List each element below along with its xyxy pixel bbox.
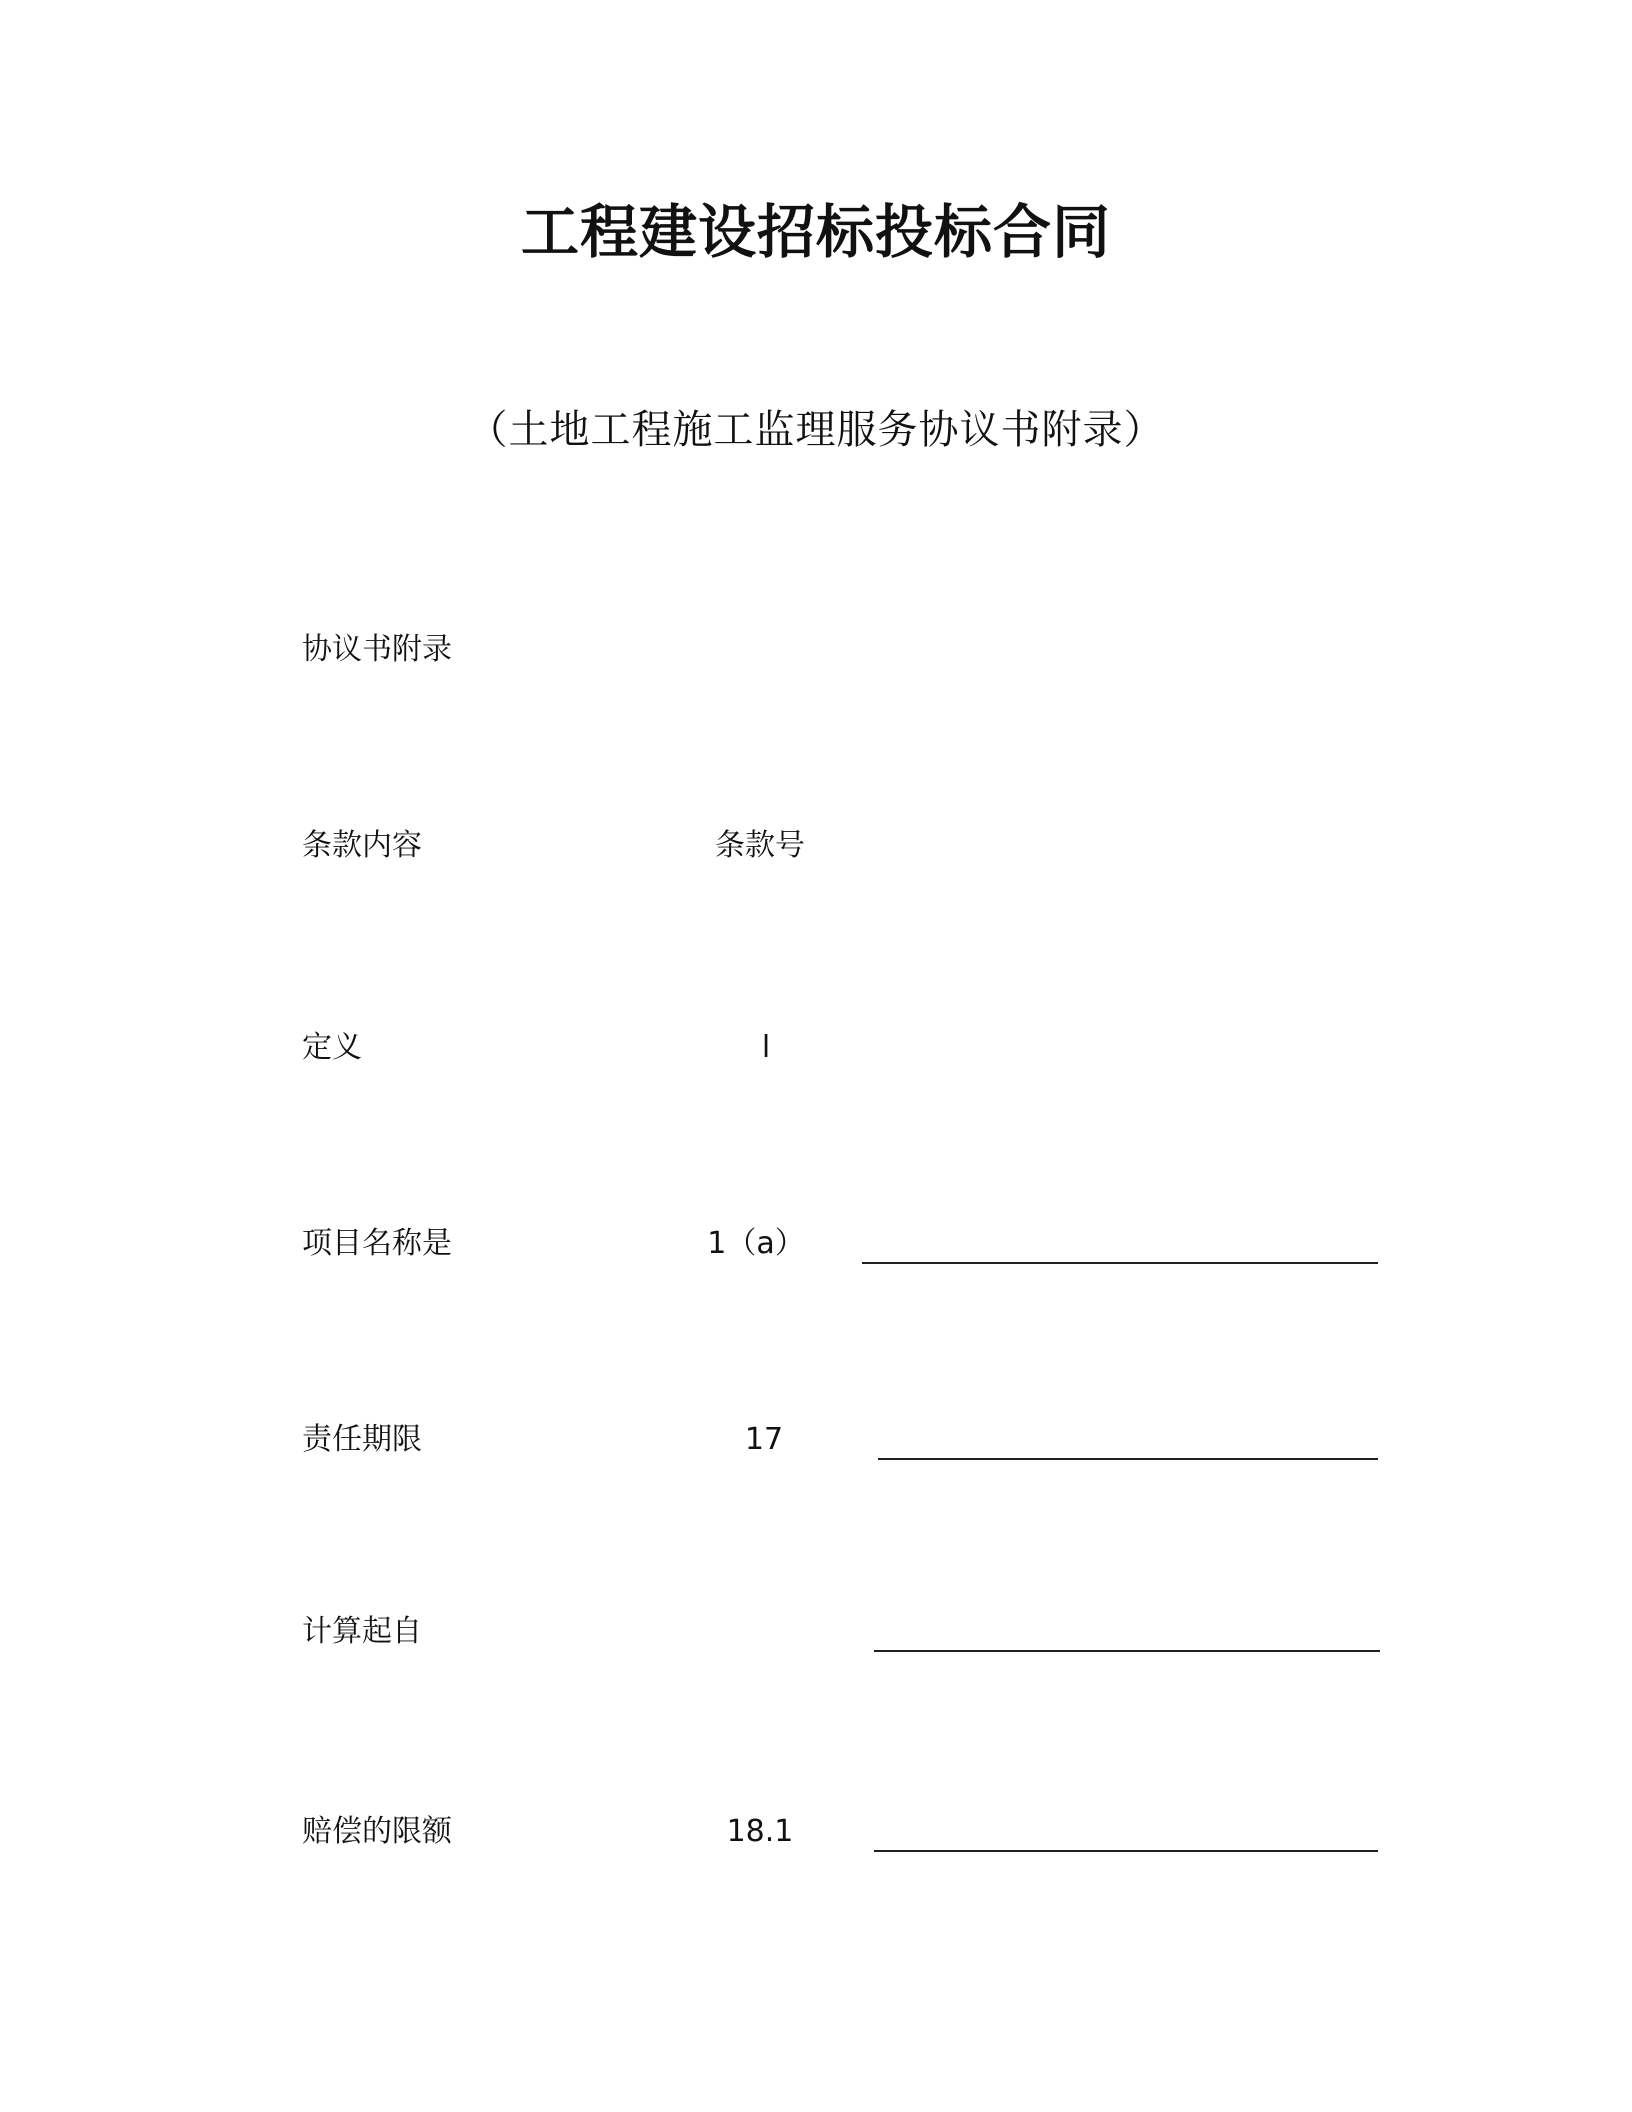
table-row	[0, 1812, 1632, 1856]
table-row	[0, 1612, 1632, 1656]
header-label-clause-number: 条款号	[715, 828, 805, 863]
header-label-clause-content: 条款内容	[302, 828, 422, 863]
row-label-compensation-limit: 赔偿的限额	[302, 1814, 452, 1849]
row-clause-liability-period: 17	[744, 1422, 784, 1457]
row-clause-compensation-limit: 18.1	[726, 1814, 794, 1849]
table-header-row	[0, 826, 1632, 870]
project-name-blank-field[interactable]	[862, 1262, 1378, 1264]
document-title: 工程建设招标投标合同	[520, 198, 1111, 266]
liability-period-blank-field[interactable]	[878, 1458, 1378, 1460]
document-subtitle: （土地工程施工监理服务协议书附录）	[467, 407, 1165, 453]
table-row	[0, 1420, 1632, 1464]
row-clause-definition: l	[761, 1030, 771, 1065]
calculated-from-blank-field[interactable]	[874, 1650, 1380, 1652]
row-label-project-name: 项目名称是	[302, 1226, 452, 1261]
row-label-calculated-from: 计算起自	[302, 1614, 422, 1649]
compensation-limit-blank-field[interactable]	[874, 1850, 1378, 1852]
table-row	[0, 1028, 1632, 1072]
row-label-liability-period: 责任期限	[302, 1422, 422, 1457]
row-label-definition: 定义	[302, 1030, 362, 1065]
row-clause-project-name: 1（a）	[707, 1226, 805, 1261]
section-label: 协议书附录	[302, 632, 452, 667]
table-row	[0, 1224, 1632, 1268]
